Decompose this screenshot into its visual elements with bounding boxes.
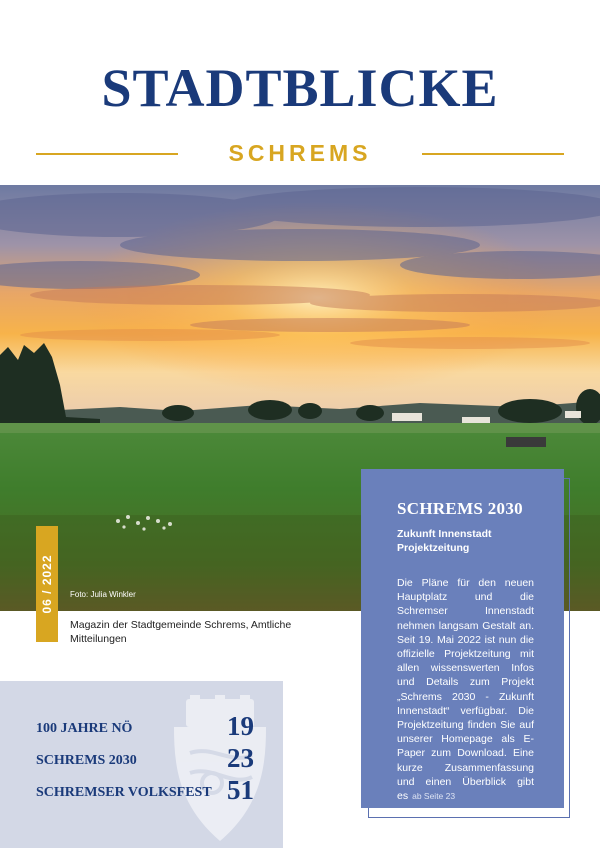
feature-box[interactable] <box>361 469 564 808</box>
masthead <box>0 0 600 185</box>
toc-item-label: SCHREMSER VOLKSFEST <box>36 785 212 800</box>
magazine-description: Magazin der Stadtgemeinde Schrems, Amtliche Mitteilungen <box>70 619 292 645</box>
magazine-title: STADTBLICKE <box>101 58 499 118</box>
table-of-contents <box>0 681 283 848</box>
toc-item[interactable] <box>36 775 266 805</box>
toc-item-page: 19 <box>227 711 254 741</box>
feature-title: SCHREMS 2030 <box>397 499 523 518</box>
toc-item-page: 51 <box>227 775 254 805</box>
feature-body <box>397 576 534 803</box>
toc-item[interactable] <box>36 743 266 773</box>
feature-kicker: Zukunft Innenstadt Projektzeitung <box>397 528 492 554</box>
subtitle-rule-right <box>422 153 564 155</box>
toc-item-page: 23 <box>227 743 254 773</box>
issue-date-tab <box>36 526 58 642</box>
magazine-subtitle: SCHREMS <box>228 140 372 166</box>
feature-body-text: Die Pläne für den neuen Hauptplatz und die Schremser Innenstadt nehmen langsam Gestalt an. Seit 19. Mai 2022 ist nun die offizielle Projektzeitung mit allen wissenswerten Infos und Details zum Projekt „Schrems 2030 - Zukunft Innenstadt“ verfügbar. Die Projektzeitung finden Sie auf unserer Homepage als E-Paper zum Download. Eine kurze Zusammenfassung und einen Überblick gibt es <box>397 577 534 803</box>
issue-date: 06 / 2022 <box>40 554 54 614</box>
toc-item-label: 100 JAHRE NÖ <box>36 721 133 736</box>
photo-credit: Foto: Julia Winkler <box>70 590 136 599</box>
feature-page-reference[interactable]: ab Seite 23 <box>412 791 456 802</box>
toc-item[interactable] <box>36 711 266 741</box>
toc-item-label: SCHREMS 2030 <box>36 753 137 768</box>
